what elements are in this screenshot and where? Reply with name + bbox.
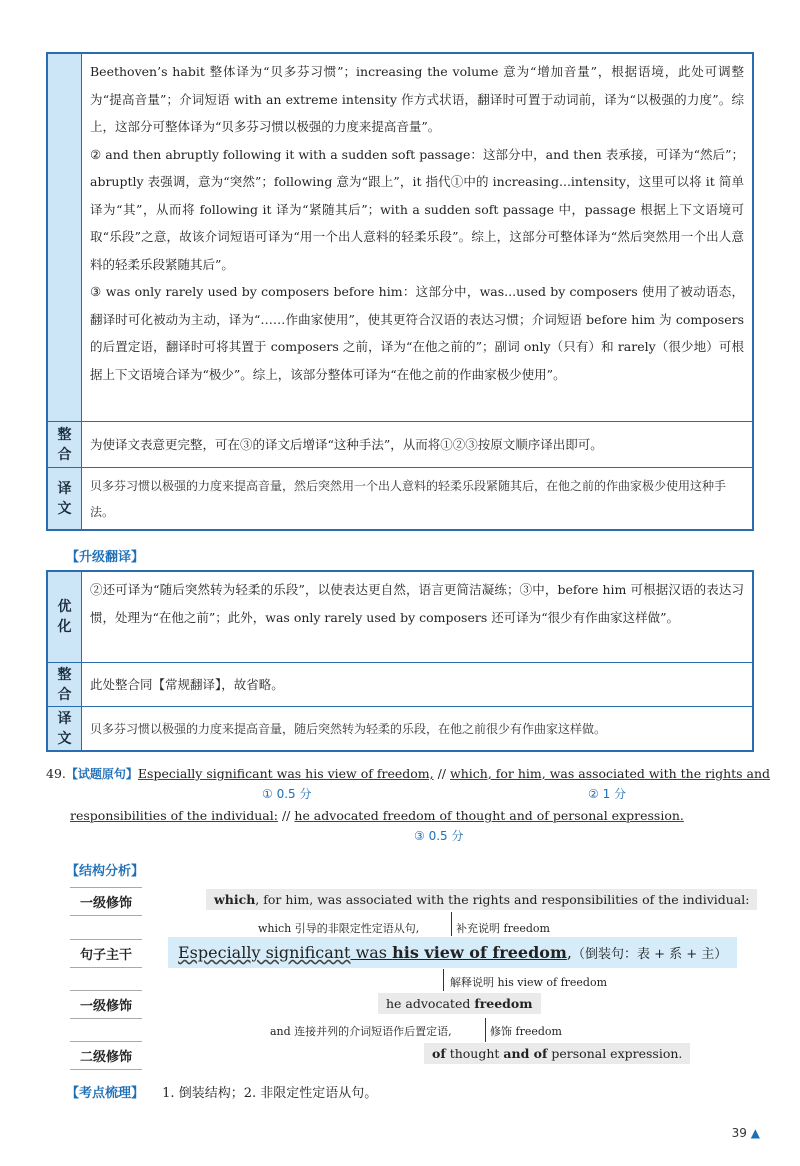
main-subject: his view of freedom bbox=[392, 943, 567, 962]
of-word: of bbox=[432, 1046, 446, 1061]
keypoints bbox=[66, 1082, 377, 1101]
prepositional-box bbox=[424, 1043, 690, 1064]
q49-part-1: Especially significant was his view of freedom, bbox=[137, 766, 434, 781]
and-note-left: and 连接并列的介词短语作后置定语, bbox=[270, 1025, 452, 1038]
thought-word: thought bbox=[445, 1046, 504, 1061]
level-1a-label: 一级修饰 bbox=[70, 887, 142, 916]
analysis-para-1: Beethoven’s habit 整体译为“贝多芬习惯”；increasing the volume 意为“增加音量”，根据语境，此处可调整为“提高音量”；介词短语 with an extreme intensity 作方式状语，翻译时可置于动词前，译为“以极强的力度”。综上，这部分可整体译为“贝多芬习惯以极强的力度来提高音量”。 bbox=[90, 64, 744, 134]
main-comma: , bbox=[566, 943, 572, 962]
and-note-right: 修饰 freedom bbox=[490, 1025, 562, 1038]
explain-note: 解释说明 his view of freedom bbox=[450, 976, 608, 989]
q49-sep-1: // bbox=[437, 766, 447, 781]
analysis-para-2: ② and then abruptly following it with a sudden soft passage：这部分中，and then 表承接，可译为“然后”；abruptly 表强调，意为“突然”；following 意为“跟上”，it 指代①中的 increasing...intensity，这里可以将 it 简单译为“其”，从而将 following it 译为“紧随其后”；with a sudden soft passage 中，passage 根据上下文语境可取“乐段”之意，故该介词短语可译为“用一个出人意料的轻柔乐段”。综上，这部分可整体译为“然后突然用一个出人意料的轻柔乐段紧随其后”。 bbox=[90, 146, 744, 272]
translation-label-2: 译 文 bbox=[48, 707, 82, 750]
merge-label-2: 整 合 bbox=[48, 663, 82, 706]
which-note-left: which 引导的非限定性定语从句, bbox=[258, 922, 420, 935]
q49-part-3: he advocated freedom of thought and of personal expression. bbox=[294, 808, 684, 823]
keypoints-text: 1. 倒装结构；2. 非限定性定语从句。 bbox=[162, 1086, 378, 1101]
optimize-text: ②还可译为“随后突然转为轻柔的乐段”，以使表达更自然，语言更简洁凝练；③中，before him 可根据汉语的表达习惯，处理为“在他之前”；此外，was only rarely used by composers 还可译为“很少有作曲家这样做”。 bbox=[90, 582, 744, 625]
advocated-text: he advocated bbox=[386, 996, 475, 1011]
main-clause-box bbox=[168, 937, 737, 968]
q49-line-2 bbox=[70, 806, 684, 826]
arrow-which bbox=[451, 912, 452, 936]
blank-label bbox=[48, 54, 82, 421]
main-predicate: Especially significant bbox=[178, 943, 351, 962]
analysis-cell bbox=[82, 54, 752, 421]
translation-row bbox=[48, 467, 752, 529]
advocated-box bbox=[378, 993, 541, 1014]
which-word: which bbox=[214, 892, 256, 907]
merge-text-2: 此处整合同【常规翻译】，故省略。 bbox=[90, 676, 284, 692]
freedom-word: freedom bbox=[474, 996, 533, 1011]
analysis-row bbox=[48, 54, 752, 421]
merge-row-2 bbox=[48, 662, 752, 706]
merge-row bbox=[48, 421, 752, 467]
which-rest: , for him, was associated with the rights and responsibilities of the individual: bbox=[255, 892, 750, 907]
upgrade-table bbox=[46, 570, 754, 752]
score-3: ③ 0.5 分 bbox=[414, 829, 464, 843]
translation-row-2 bbox=[48, 706, 752, 750]
q49-part-2b: responsibilities of the individual: bbox=[70, 808, 278, 823]
arrow-explain bbox=[443, 969, 444, 991]
book-icon: ▲ bbox=[750, 1126, 760, 1140]
score-1: ① 0.5 分 bbox=[262, 787, 312, 801]
analysis-table bbox=[46, 52, 754, 531]
translation-label: 译 文 bbox=[48, 468, 82, 529]
q49-tag: 【试题原句】 bbox=[65, 767, 138, 781]
merge-text: 为使译文表意更完整，可在③的译文后增译“这种手法”，从而将①②③按原文顺序译出即可。 bbox=[90, 436, 603, 452]
q49-sep-2: // bbox=[281, 808, 291, 823]
optimize-row bbox=[48, 572, 752, 662]
q49-number: 49. bbox=[46, 766, 66, 781]
q49-part-2: which, for him, was associated with the rights and bbox=[450, 766, 771, 781]
and-of-word: and of bbox=[503, 1046, 548, 1061]
q49-line-1 bbox=[46, 764, 770, 784]
arrow-and bbox=[485, 1018, 486, 1042]
keypoints-heading: 【考点梳理】 bbox=[66, 1086, 145, 1101]
which-clause-box bbox=[206, 889, 757, 910]
analysis-para-3: ③ was only rarely used by composers before him：这部分中，was...used by composers 使用了被动语态，翻译时可化被动为主动，译为“……作曲家使用”，使其更符合汉语的表达习惯；介词短语 before him 为 composers 的后置定语，翻译时可将其置于 composers 之前，译为“在他之前的”；副词 only（只有）和 rarely（很少地）可根据上下文语境合译为“极少”。综上，该部分整体可译为“在他之前的作曲家极少使用”。 bbox=[90, 284, 744, 382]
level-2-label: 二级修饰 bbox=[70, 1041, 142, 1070]
translation-text-2: 贝多芬习惯以极强的力度来提高音量，随后突然转为轻柔的乐段，在他之前很少有作曲家这样做。 bbox=[90, 721, 607, 736]
level-1b-label: 一级修饰 bbox=[70, 990, 142, 1019]
main-note: （倒装句：表 + 系 + 主） bbox=[571, 947, 728, 962]
main-link: was bbox=[350, 943, 393, 962]
which-note-right: 补充说明 freedom bbox=[456, 922, 550, 935]
page-number: 39 ▲ bbox=[731, 1126, 760, 1140]
structure-heading: 【结构分析】 bbox=[66, 864, 145, 879]
translation-text: 贝多芬习惯以极强的力度来提高音量，然后突然用一个出人意料的轻柔乐段紧随其后，在他之前的作曲家极少使用这种手法。 bbox=[90, 478, 727, 519]
upgrade-heading: 【升级翻译】 bbox=[66, 550, 145, 565]
optimize-label: 优 化 bbox=[48, 572, 82, 662]
merge-label: 整 合 bbox=[48, 422, 82, 467]
main-clause-label: 句子主干 bbox=[70, 939, 142, 968]
expression-word: personal expression. bbox=[547, 1046, 683, 1061]
score-2: ② 1 分 bbox=[588, 787, 627, 801]
